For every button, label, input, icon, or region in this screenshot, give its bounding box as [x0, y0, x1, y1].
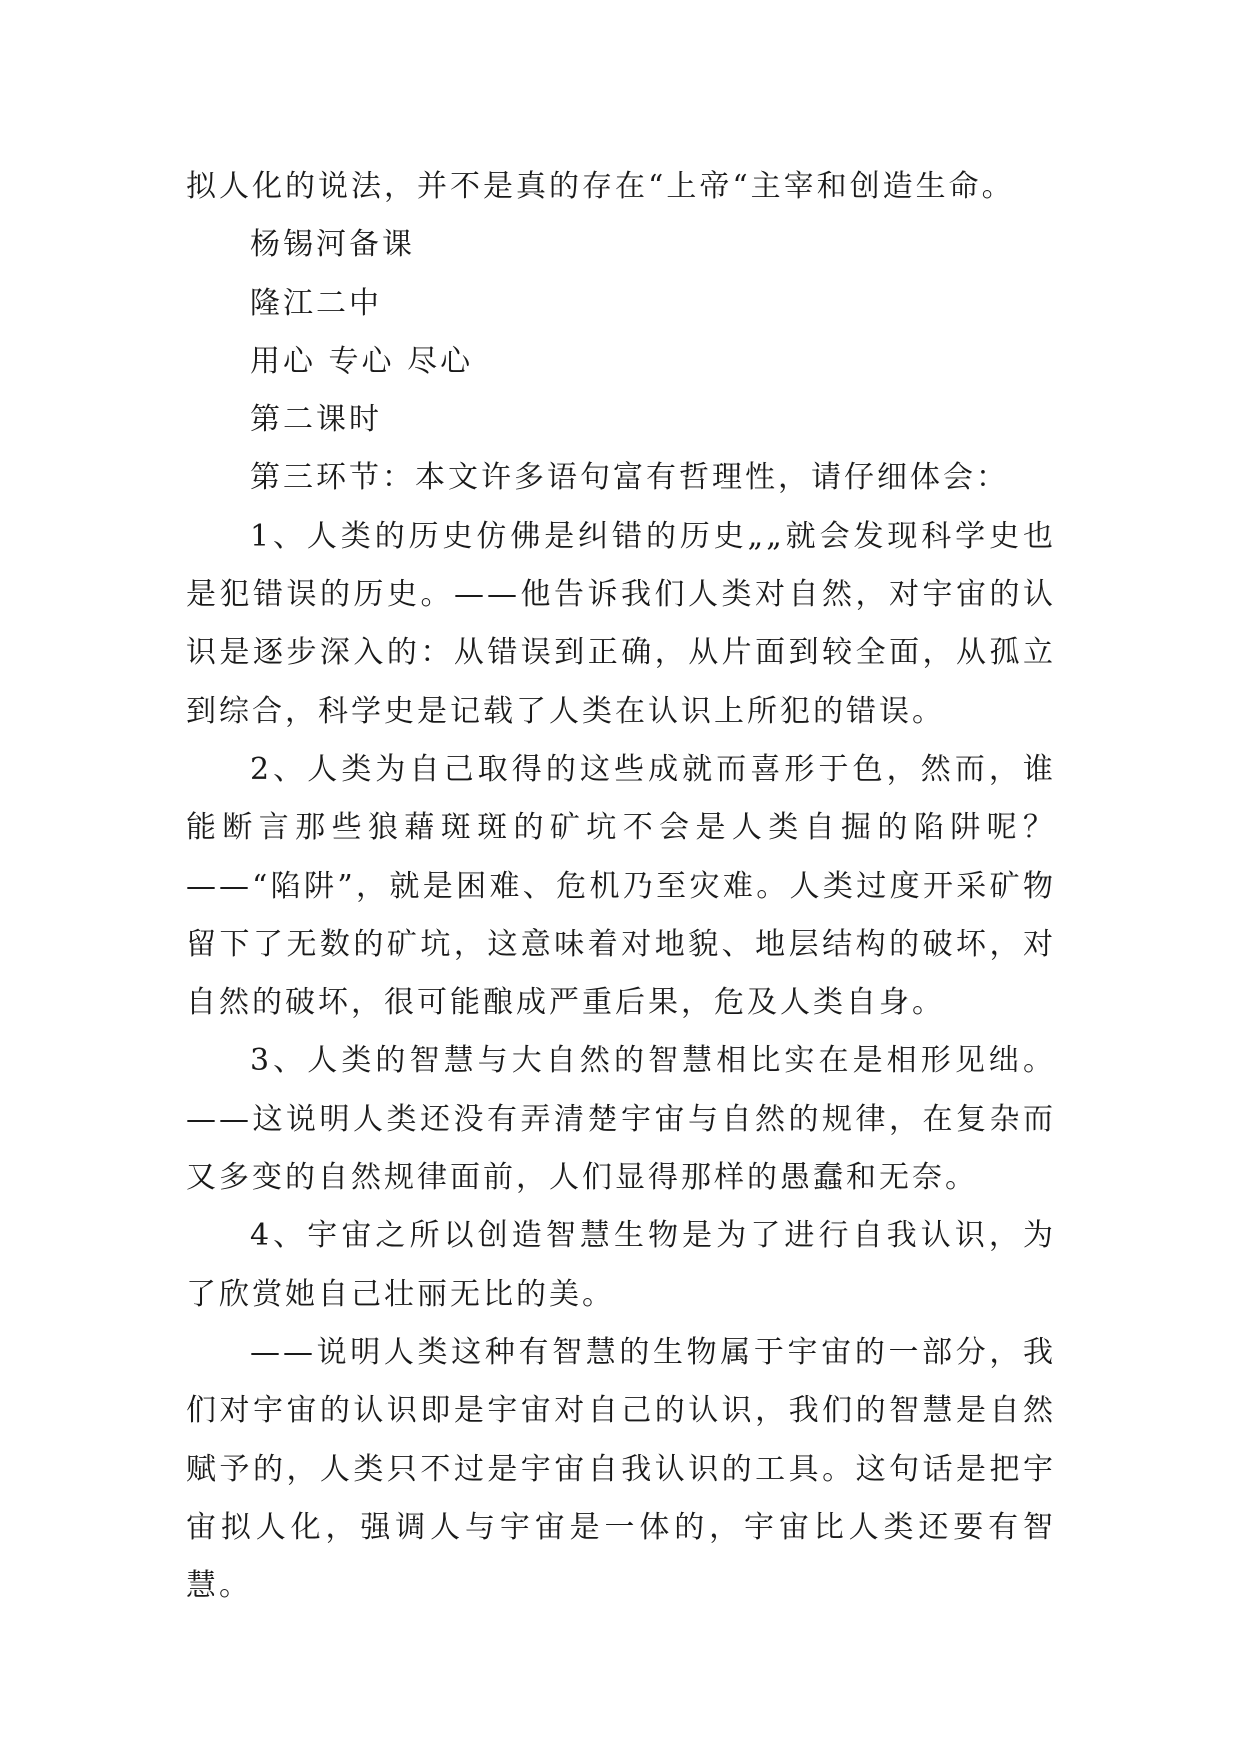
paragraph-item-3: 3、人类的智慧与大自然的智慧相比实在是相形见绌。——这说明人类还没有弄清楚宇宙与自然的规律，在复杂而又多变的自然规律面前，人们显得那样的愚蠢和无奈。: [186, 1043, 1056, 1196]
paragraph-item-2: 2、人类为自己取得的这些成就而喜形于色，然而，谁能断言那些狼藉斑斑的矿坑不会是人类自掘的陷阱呢？——“陷阱”，就是困难、危机乃至灾难。人类过度开采矿物留下了无数的矿坑，这意味着对地貌、地层结构的破坏，对自然的破坏，很可能酿成严重后果，危及人类自身。: [186, 751, 1056, 1021]
paragraph-continuation: 拟人化的说法，并不是真的存在“上帝“主宰和创造生命。: [186, 169, 1015, 204]
school-line: 隆江二中: [250, 285, 382, 321]
lesson-heading: 第二课时: [250, 402, 382, 438]
paragraph-item-4-explanation: ——说明人类这种有智慧的生物属于宇宙的一部分，我们对宇宙的认识即是宇宙对自己的认识，我们的智慧是自然赋予的，人类只不过是宇宙自我认识的工具。这句话是把宇宙拟人化，强调人与宇宙是一体的，宇宙比人类还要有智慧。: [186, 1334, 1056, 1604]
paragraph-item-4: 4、宇宙之所以创造智慧生物是为了进行自我认识，为了欣赏她自己壮丽无比的美。: [186, 1218, 1056, 1312]
motto-line: 用心 专心 尽心: [250, 343, 474, 379]
section-heading: 第三环节：本文许多语句富有哲理性，请仔细体会：: [250, 460, 1009, 496]
paragraph-item-1: 1、人类的历史仿佛是纠错的历史„„就会发现科学史也是犯错误的历史。——他告诉我们人类对自然，对宇宙的认识是逐步深入的：从错误到正确，从片面到较全面，从孤立到综合，科学史是记载了人类在认识上所犯的错误。: [186, 518, 1056, 729]
author-line: 杨锡河备课: [250, 227, 415, 263]
document-body: [186, 158, 1056, 1615]
